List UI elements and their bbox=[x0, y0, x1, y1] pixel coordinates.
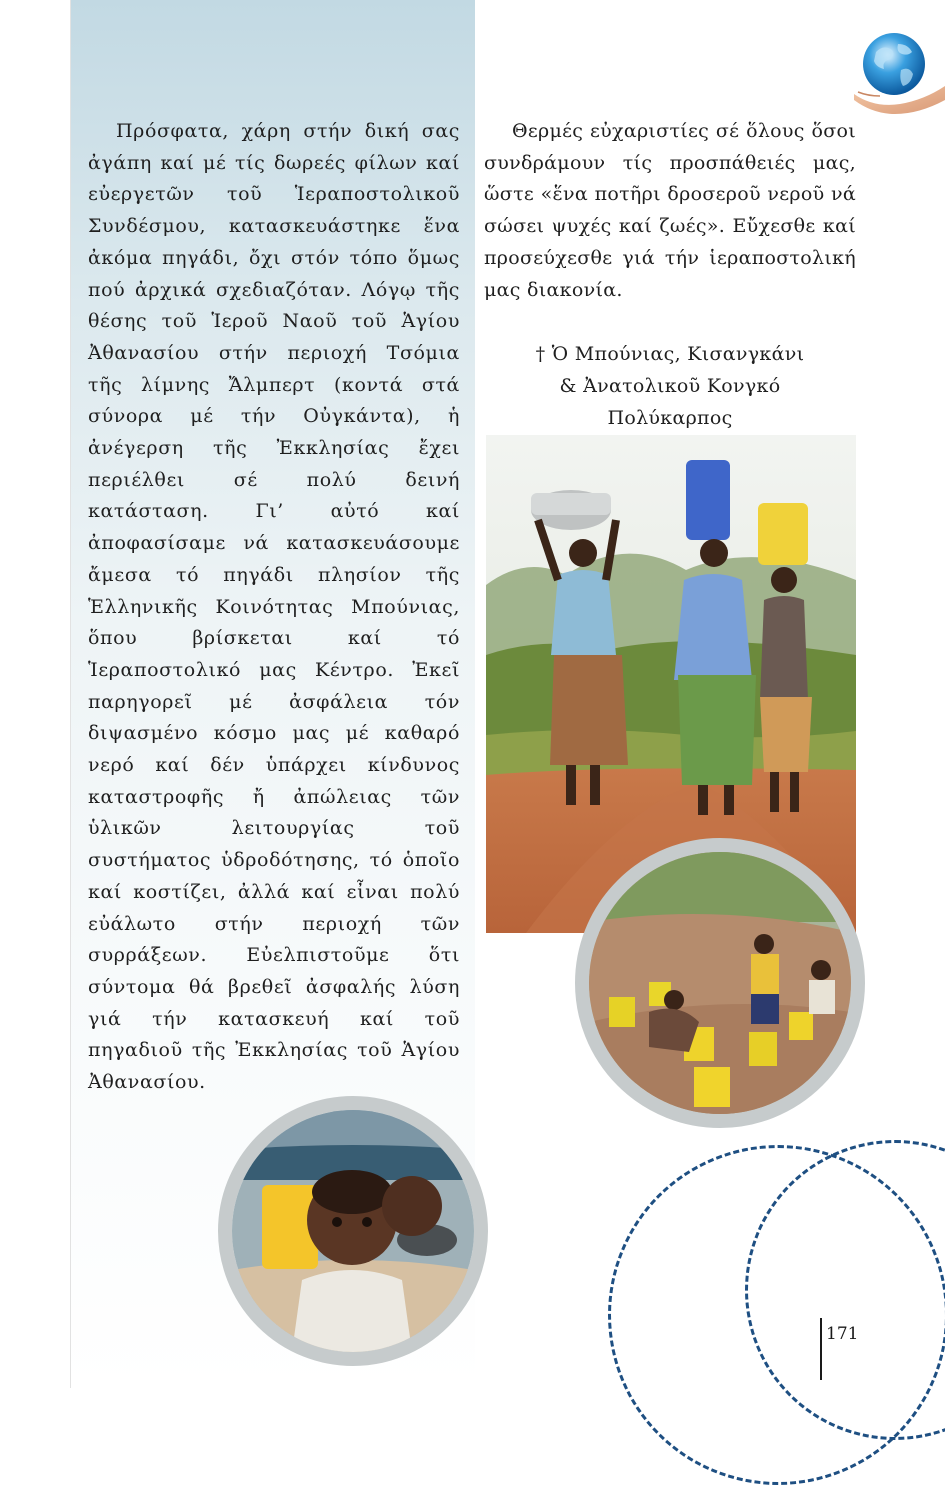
article-body-left: Πρόσφατα, χάρη στήν δική σας ἀγάπη καί μέ τίς δωρεές φίλων καί εὐεργετῶν τοῦ Ἱεραποστολικοῦ Συνδέσμου, κατασκευάστηκε ἕνα ἀκόμα πηγάδι, ὄχι στόν τόπο ὅμως πού ἀρχικά σχεδιαζόταν. Λόγῳ τῆς θέσης τοῦ Ἱεροῦ Ναοῦ τοῦ Ἁγίου Ἀθανασίου στήν περιοχή Τσόμια τῆς λίμνης Ἄλμπερτ (κοντά στά σύνορα μέ τήν Οὐγκάντα), ἡ ἀνέγερση τῆς Ἐκκλησίας ἔχει περιέλθει σέ πολύ δεινή κατάσταση. Γι’ αὐτό καί ἀποφασίσαμε νά κατασκευάσουμε ἄμεσα τό πηγάδι πλησίον τῆς Ἑλληνικῆς Κοινότητας Μπούνιας, ὅπου βρίσκεται καί τό Ἱεραποστολικό μας Κέντρο. Ἐκεῖ παρηγορεῖ μέ ἀσφάλεια τόν διψασμένο κόσμο μας μέ καθαρό νερό καί δέν ὑπάρχει κίνδυνος καταστροφῆς ἤ ἀπώλειας τῶν ὑλικῶν λειτουργίας τοῦ συστήματος ὑδροδότησης, τό ὁποῖο καί κοστίζει, ἀλλά καί εἶναι πολύ εὐάλωτο στήν περιοχή τῶν συρράξεων. Εὐελπιστοῦμε ὅτι σύντομα θά βρεθεῖ ἀσφαλής λύση γιά τήν κατασκευή καί τοῦ πηγαδιοῦ τῆς Ἐκκλησίας τοῦ Ἁγίου Ἀθανασίου. bbox=[88, 120, 460, 1094]
article-body-right: Θερμές εὐχαριστίες σέ ὅλους ὅσοι συνδράμουν τίς προσπάθειές μας, ὥστε «ἕνα ποτῆρι δροσεροῦ νεροῦ νά σώσει ψυχές καί ζωές». Εὔχεσθε καί προσεύχεσθε γιά τήν ἱεραποστολική μας διακονία. bbox=[484, 120, 856, 301]
globe-in-hand-icon bbox=[846, 22, 945, 114]
page-number: 171 bbox=[826, 1324, 859, 1344]
jerrycans-circle-photo bbox=[575, 838, 865, 1128]
child-circle-photo bbox=[218, 1096, 488, 1366]
signature-line-2: & Ἀνατολικοῦ Κονγκό bbox=[559, 375, 781, 397]
signature-line-3: Πολύκαρπος bbox=[607, 407, 733, 429]
signature-line-1: † Ὁ Μπούνιας, Κισανγκάνι bbox=[535, 343, 805, 365]
page-number-rule bbox=[820, 1318, 822, 1380]
signature-block bbox=[484, 338, 856, 434]
